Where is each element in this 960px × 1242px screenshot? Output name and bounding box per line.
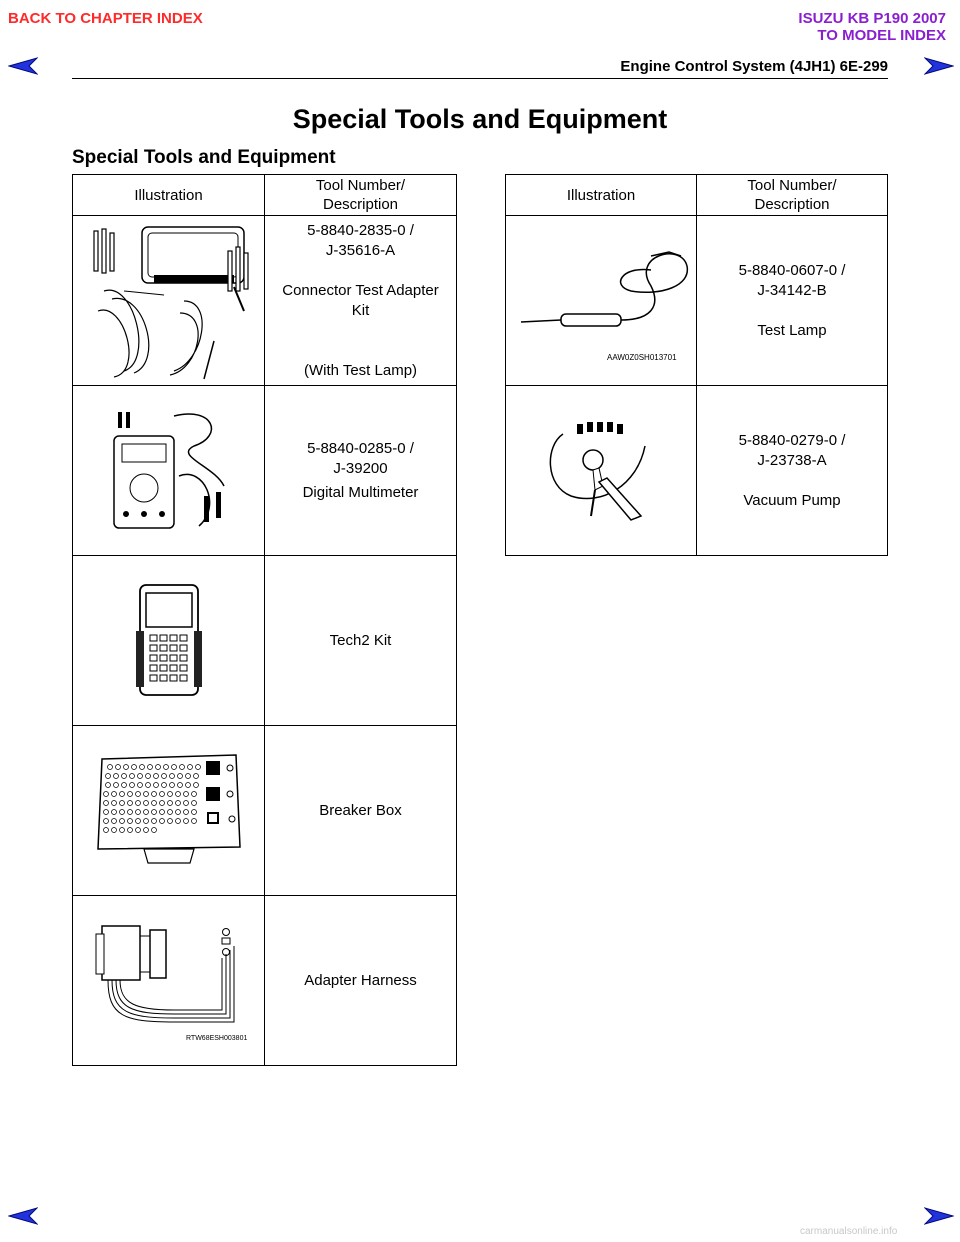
image-caption: RTW68ESH003801 [185, 1034, 247, 1042]
breaker-box-illustration [73, 726, 265, 896]
table-header-row [73, 175, 457, 216]
table-header-row [506, 175, 888, 216]
illustration-header: Illustration [506, 175, 697, 216]
special-tools-table-right [505, 174, 888, 556]
back-to-chapter-index-link[interactable]: BACK TO CHAPTER INDEX [8, 10, 203, 27]
table-row [73, 896, 457, 1066]
tool-description-cell: 5-8840-0607-0 / J-34142-B Test Lamp [697, 216, 888, 386]
tool-description-cell: Tech2 Kit [265, 556, 457, 726]
model-index-block[interactable] [798, 10, 946, 44]
to-model-index-link[interactable]: TO MODEL INDEX [817, 27, 946, 44]
running-head: Engine Control System (4JH1) 6E-299 [620, 58, 888, 75]
table-row [73, 556, 457, 726]
tool-description-cell: 5-8840-0285-0 / J-39200 Digital Multimeter [265, 386, 457, 556]
adapter-harness-illustration [73, 896, 265, 1066]
tech2-kit-illustration [73, 556, 265, 726]
tool-description-cell: Adapter Harness [265, 896, 457, 1066]
table-row [73, 386, 457, 556]
tool-description-cell: 5-8840-2835-0 / J-35616-A Connector Test Adapter Kit (With Test Lamp) [265, 216, 457, 386]
header-rule [72, 78, 888, 79]
model-name: ISUZU KB P190 2007 [798, 10, 946, 27]
tool-description-cell: 5-8840-0279-0 / J-23738-A Vacuum Pump [697, 386, 888, 556]
image-caption: AAW0Z0SH013701 [607, 352, 677, 362]
next-page-arrow-icon[interactable] [924, 57, 954, 75]
digital-multimeter-illustration [73, 386, 265, 556]
tool-description-cell: Breaker Box [265, 726, 457, 896]
special-tools-table-left [72, 174, 457, 1066]
next-page-arrow-icon[interactable] [924, 1207, 954, 1225]
connector-test-adapter-kit-illustration [73, 216, 265, 386]
page-title: Special Tools and Equipment [292, 104, 668, 134]
tool-number-header: Tool Number/ Description [265, 175, 457, 216]
table-row [506, 386, 888, 556]
test-lamp-illustration [506, 216, 697, 386]
section-title: Special Tools and Equipment [72, 147, 336, 168]
illustration-header: Illustration [73, 175, 265, 216]
tool-number-header: Tool Number/ Description [697, 175, 888, 216]
vacuum-pump-illustration [506, 386, 697, 556]
table-row [506, 216, 888, 386]
previous-page-arrow-icon[interactable] [8, 1207, 38, 1225]
watermark: carmanualsonline.info [800, 1226, 898, 1237]
table-row [73, 726, 457, 896]
previous-page-arrow-icon[interactable] [8, 57, 38, 75]
table-row [73, 216, 457, 386]
